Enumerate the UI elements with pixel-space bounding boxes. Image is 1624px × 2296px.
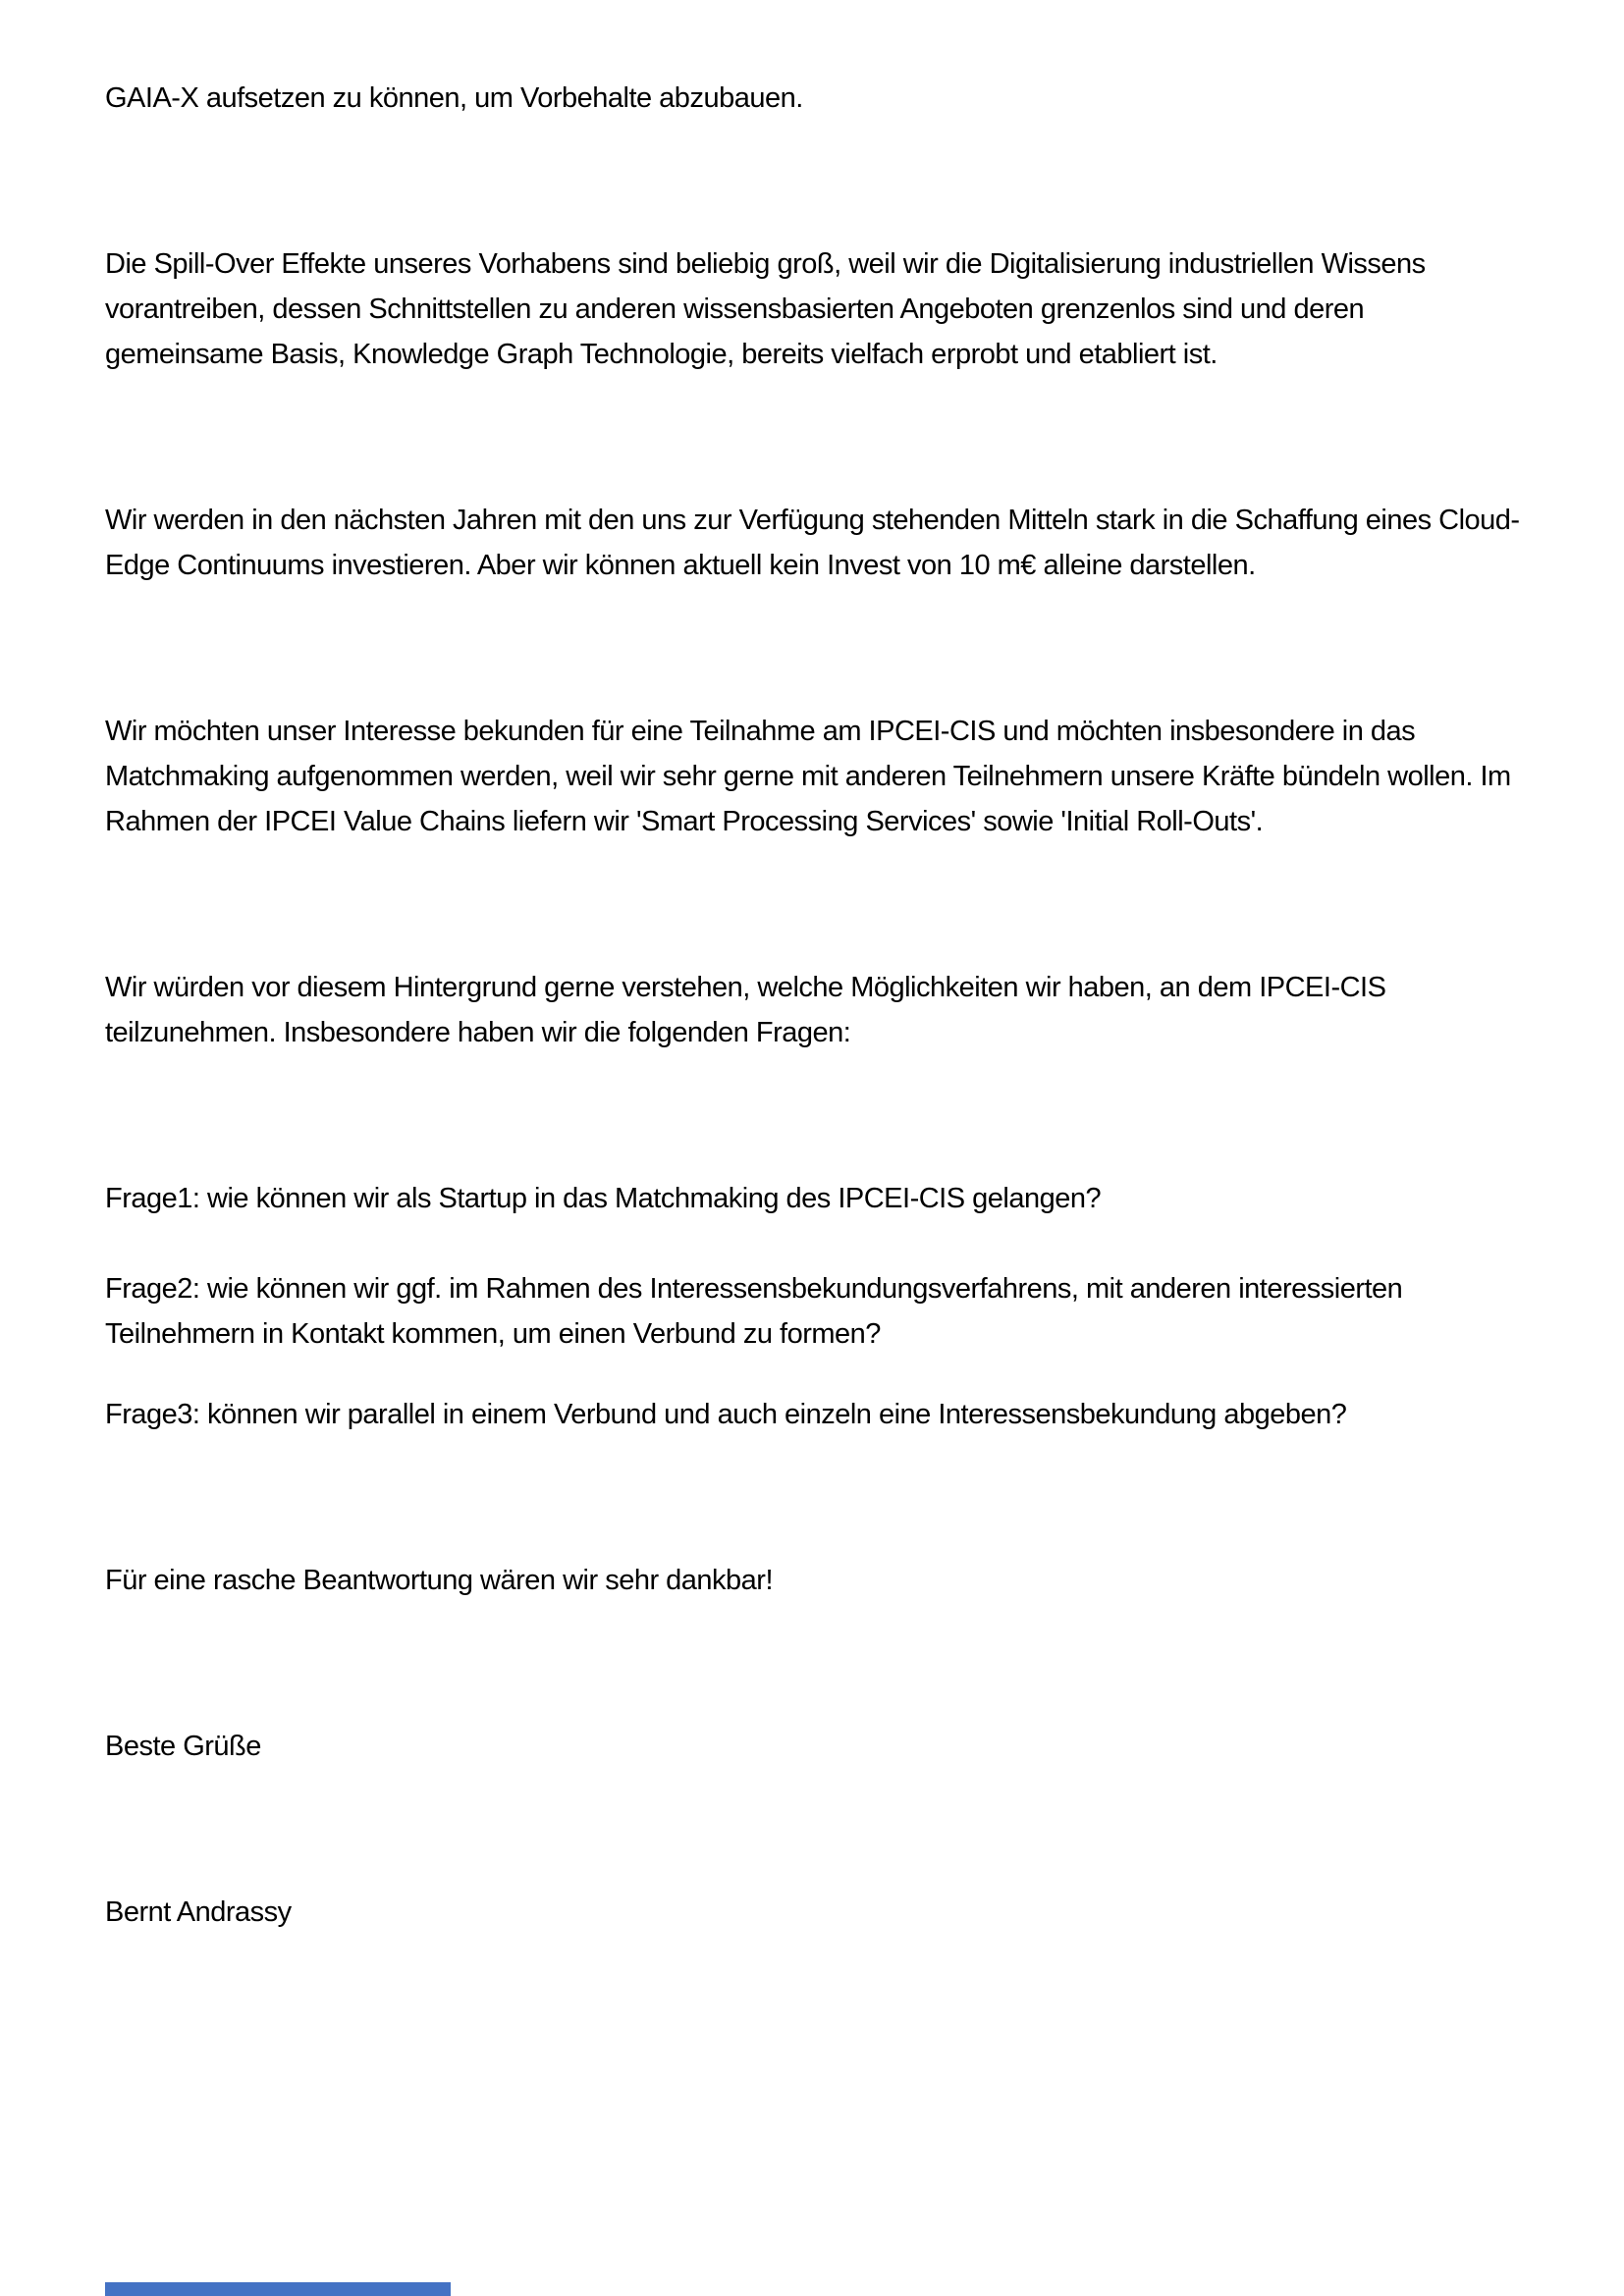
question-paragraph-2: Frage2: wie können wir ggf. im Rahmen des Interessensbekundungsverfahrens, mit anderen interessierten Teilnehmern in Kontakt kommen, um einen Verbund zu formen? bbox=[105, 1273, 1403, 1350]
body-paragraph-1: GAIA-X aufsetzen zu können, um Vorbehalte abzubauen. bbox=[105, 82, 803, 114]
closing-thanks-line: Für eine rasche Beantwortung wären wir sehr dankbar! bbox=[105, 1565, 774, 1596]
body-paragraph-5: Wir würden vor diesem Hintergrund gerne verstehen, welche Möglichkeiten wir haben, an dem IPCEI-CIS teilzunehmen. Insbesondere haben wir die folgenden Fragen: bbox=[105, 972, 1386, 1048]
question-paragraph-3: Frage3: können wir parallel in einem Verbund und auch einzeln eine Interessensbekundung abgeben? bbox=[105, 1399, 1347, 1430]
question-paragraph-1: Frage1: wie können wir als Startup in das Matchmaking des IPCEI-CIS gelangen? bbox=[105, 1183, 1102, 1214]
cut-off-blue-banner bbox=[105, 2282, 451, 2296]
body-paragraph-4: Wir möchten unser Interesse bekunden für eine Teilnahme am IPCEI-CIS und möchten insbesondere in das Matchmaking aufgenommen werden, weil wir sehr gerne mit anderen Teilnehmern unsere Kräfte bündeln wollen. Im Rahmen der IPCEI Value Chains liefern wir 'Smart Processing Services' sowie 'Initial Roll-Outs'. bbox=[105, 716, 1511, 837]
body-paragraph-3: Wir werden in den nächsten Jahren mit den uns zur Verfügung stehenden Mitteln stark in die Schaffung eines Cloud-Edge Continuums investieren. Aber wir können aktuell kein Invest von 10 m€ alleine darstellen. bbox=[105, 505, 1520, 581]
sender-name: Bernt Andrassy bbox=[105, 1896, 292, 1928]
closing-salutation: Beste Grüße bbox=[105, 1731, 261, 1762]
body-paragraph-2: Die Spill-Over Effekte unseres Vorhabens sind beliebig groß, weil wir die Digitalisierung industriellen Wissens vorantreiben, dessen Schnittstellen zu anderen wissensbasierten Angeboten grenzenlos sind und deren gemeinsame Basis, Knowledge Graph Technologie, bereits vielfach erprobt und etabliert ist. bbox=[105, 248, 1426, 370]
